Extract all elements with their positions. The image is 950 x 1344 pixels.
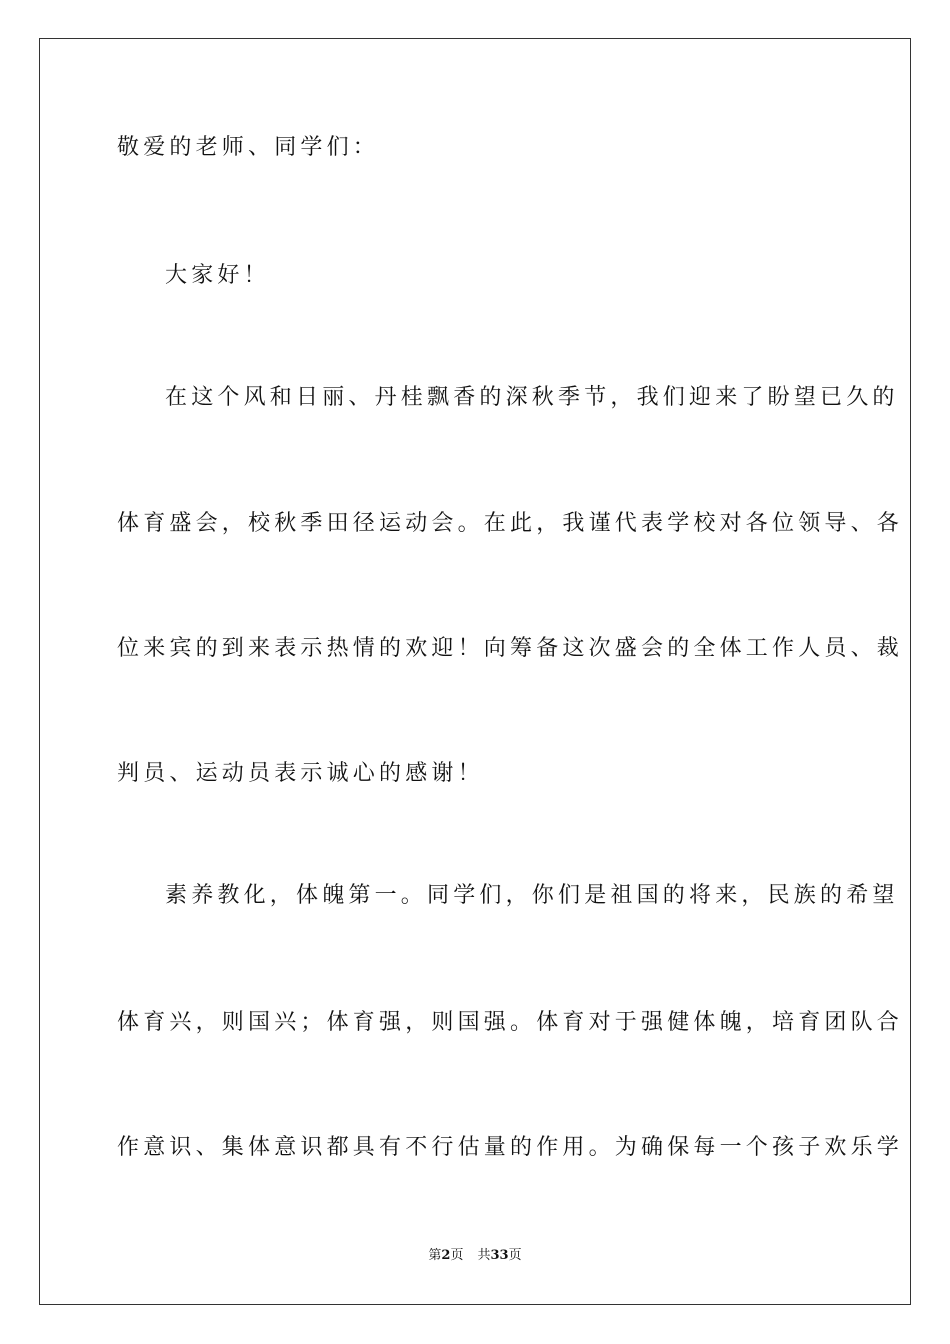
body-line: 判员、运动员表示诚心的感谢！ bbox=[117, 761, 484, 786]
salutation-line: 敬爱的老师、同学们： bbox=[117, 135, 380, 160]
page-number: 2 bbox=[441, 1248, 451, 1263]
body-line: 素养教化，体魄第一。同学们，你们是祖国的将来，民族的希望 bbox=[165, 883, 899, 908]
page-prefix: 第 bbox=[428, 1248, 442, 1263]
page-suffix: 页 bbox=[450, 1248, 464, 1263]
page-border bbox=[39, 38, 911, 1305]
page-footer bbox=[0, 1247, 950, 1265]
body-line: 在这个风和日丽、丹桂飘香的深秋季节，我们迎来了盼望已久的 bbox=[165, 385, 899, 410]
total-suffix: 页 bbox=[508, 1248, 522, 1263]
greeting-line: 大家好！ bbox=[165, 263, 270, 288]
body-line: 作意识、集体意识都具有不行估量的作用。为确保每一个孩子欢乐学 bbox=[117, 1135, 904, 1160]
body-line: 体育兴，则国兴；体育强，则国强。体育对于强健体魄，培育团队合 bbox=[117, 1010, 904, 1035]
total-prefix: 共 bbox=[477, 1248, 491, 1263]
body-line: 体育盛会，校秋季田径运动会。在此，我谨代表学校对各位领导、各 bbox=[117, 511, 904, 536]
body-line: 位来宾的到来表示热情的欢迎！向筹备这次盛会的全体工作人员、裁 bbox=[117, 636, 904, 661]
total-pages: 33 bbox=[490, 1248, 509, 1263]
